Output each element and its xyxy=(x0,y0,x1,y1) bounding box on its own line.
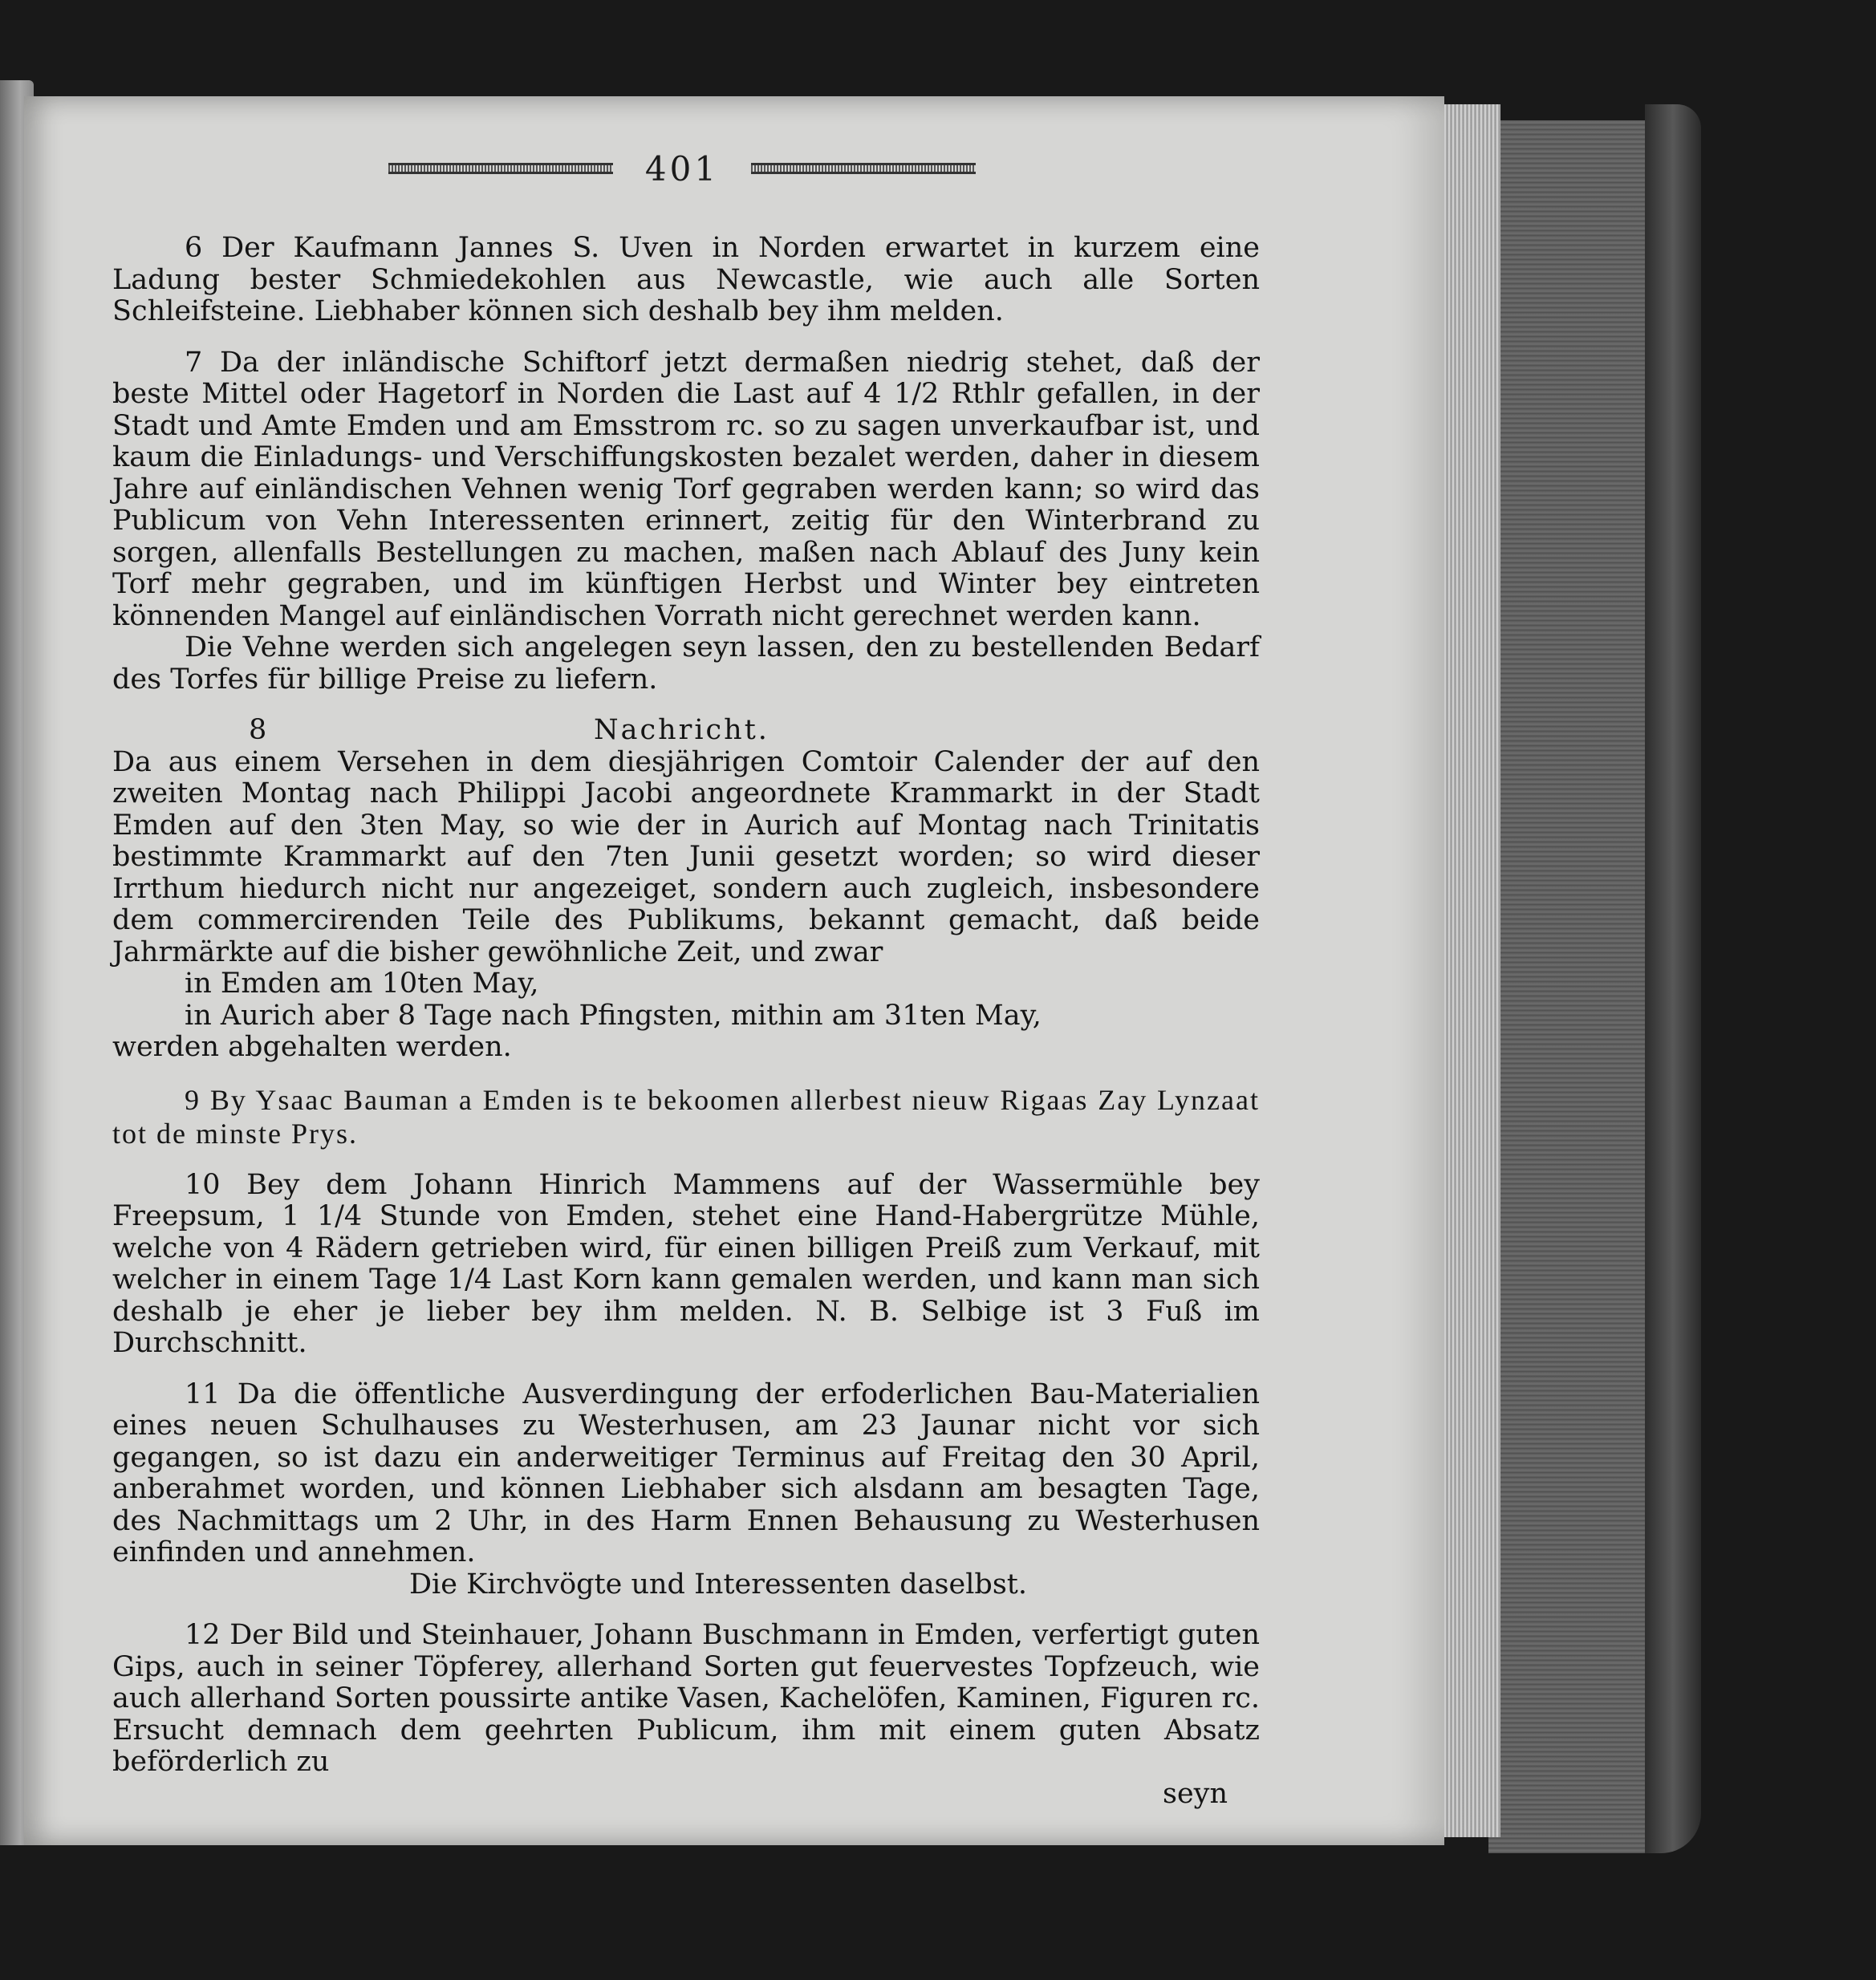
entry-7-text-2: Die Vehne werden sich angelegen seyn lassen, den zu bestellenden Bedarf des Torfes für billige Preise zu liefern. xyxy=(112,631,1260,696)
entry-9 xyxy=(112,1083,1260,1150)
book-cover xyxy=(1645,104,1701,1853)
entry-6-text: 6 Der Kaufmann Jannes S. Uven in Norden erwartet in kurzem eine Ladung bester Schmiedekohlen aus Newcastle, wie auch alle Sorten Schleifsteine. Liebhaber können sich deshalb bey ihm melden. xyxy=(112,232,1260,327)
entry-11-signature: Die Kirchvögte und Interessenten daselbst. xyxy=(409,1568,1027,1601)
entry-8-heading xyxy=(112,715,1260,747)
page-number: 401 xyxy=(644,148,720,189)
page-header xyxy=(377,148,987,189)
entry-11-text: 11 Da die öffentliche Ausverdingung der erfoderlichen Bau-Materialien eines neuen Schulhauses zu Westerhusen, am 23 Jaunar nicht vor sich gegangen, so ist dazu ein anderweitiger Terminus auf Freitag den 30 April, anberahmet worden, und können Liebhaber sich alsdann am besagten Tage, des Nachmittags um 2 Uhr, in des Harm Ennen Behausung zu Westerhusen einfinden und annehmen. xyxy=(112,1377,1260,1568)
page-stack-edge xyxy=(1436,104,1500,1837)
entry-12 xyxy=(112,1620,1260,1810)
page-body xyxy=(112,233,1260,1829)
entry-6 xyxy=(112,233,1260,328)
entry-10 xyxy=(112,1170,1260,1360)
catchword: seyn xyxy=(1163,1777,1228,1810)
entry-8-closing: werden abgehalten werden. xyxy=(112,1031,512,1063)
entry-8 xyxy=(112,715,1260,1064)
entry-8-line-emden: in Emden am 10ten May, xyxy=(185,968,539,1000)
entry-11 xyxy=(112,1379,1260,1601)
entry-7-text: 7 Da der inländische Schiftorf jetzt dermaßen niedrig stehet, daß der beste Mittel oder Hagetorf in Norden die Last auf 4 1/2 Rthlr gefallen, in der Stadt und Amte Emden und am Emsstrom rc. so zu sagen unverkaufbar ist, und kaum die Einladungs- und Verschiffungskosten bezalet werden, daher in diesem Jahre auf einländischen Vehnen wenig Torf gegraben werden kann; so wird das Publicum von Vehn Interessenten erinnert, zeitig für den Winterbrand zu sorgen, allenfalls Bestellungen zu machen, maßen nach Ablauf des Juny kein Torf mehr gegraben, und im künftigen Herbst und Winter bey eintreten könnenden Mangel auf einländischen Vorrath nicht gerechnet werden kann. xyxy=(112,346,1260,632)
entry-8-line-aurich: in Aurich aber 8 Tage nach Pfingsten, mithin am 31ten May, xyxy=(185,999,1042,1032)
entry-12-text: 12 Der Bild und Steinhauer, Johann Buschmann in Emden, verfertigt guten Gips, auch in seiner Töpferey, allerhand Sorten gut feuervestes Topfzeuch, wie auch allerhand Sorten poussirte antike Vasen, Kachelöfen, Kaminen, Figuren rc. Ersucht demnach dem geehrten Publicum, ihm mit einem guten Absatz beförderlich zu xyxy=(112,1619,1260,1778)
entry-8-title: Nachricht. xyxy=(594,714,769,746)
header-rule-left xyxy=(388,163,613,174)
header-rule-right xyxy=(751,163,976,174)
entry-8-number: 8 xyxy=(249,714,267,746)
entry-8-text: Da aus einem Versehen in dem diesjährigen Comtoir Calender der auf den zweiten Montag nach Philippi Jacobi angeordnete Krammarkt in der Stadt Emden auf den 3ten May, so wie der in Aurich auf Montag nach Trinitatis bestimmte Krammarkt auf den 7ten Junii gesetzt worden; so wird dieser Irrthum hiedurch nicht nur angezeiget, sondern auch zugleich, insbesondere dem commercirenden Teile des Publikums, bekannt gemacht, daß beide Jahrmärkte auf die bisher gewöhnliche Zeit, und zwar xyxy=(112,745,1260,968)
entry-7 xyxy=(112,347,1260,696)
entry-9-text: 9 By Ysaac Bauman a Emden is te bekoomen allerbest nieuw Rigaas Zay Lynzaat tot de minste Prys. xyxy=(112,1083,1260,1150)
entry-10-text: 10 Bey dem Johann Hinrich Mammens auf der Wassermühle bey Freepsum, 1 1/4 Stunde von Emden, stehet eine Hand-Habergrütze Mühle, welche von 4 Rädern getrieben wird, für einen billigen Preiß zum Verkauf, mit welcher in einem Tage 1/4 Last Korn kann gemalen werden, und kann man sich deshalb je eher je lieber bey ihm melden. N. B. Selbige ist 3 Fuß im Durchschnitt. xyxy=(112,1168,1260,1359)
